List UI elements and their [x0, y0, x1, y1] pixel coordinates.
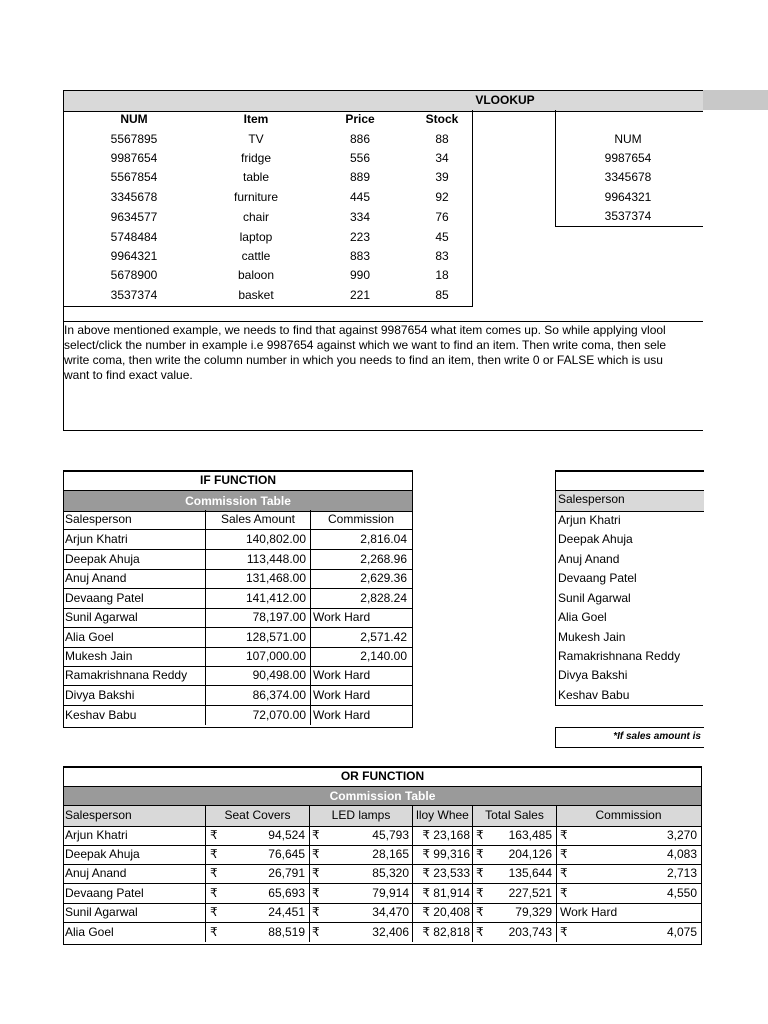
if-commission: 2,629.36: [360, 571, 407, 585]
lookup-value: 3537374: [604, 209, 652, 223]
if-right-left-border: [555, 470, 556, 706]
if-right-bottom-border: [555, 705, 703, 706]
if-commission: 2,140.00: [360, 649, 407, 663]
currency-symbol: ₹: [210, 866, 218, 880]
currency-symbol: ₹: [560, 828, 568, 842]
if-sales-amount: 131,468.00: [245, 571, 306, 585]
if-commission: 2,816.04: [360, 532, 407, 546]
note-bottom-border: [63, 430, 703, 431]
if-sales-amount: 72,070.00: [252, 708, 306, 722]
if-header-salesperson: Salesperson: [65, 512, 132, 526]
if-sales-amount: 107,000.00: [245, 649, 306, 663]
vlookup-header-stock: Stock: [425, 112, 459, 126]
if-salesperson: Arjun Khatri: [65, 532, 128, 546]
currency-symbol: ₹: [476, 905, 484, 919]
if-header-sales-amount: Sales Amount: [220, 512, 296, 526]
currency-symbol: ₹: [476, 828, 484, 842]
note-line: write coma, then write the column number in which you needs to find an item, then write 0 or FALSE which is usu: [64, 353, 663, 367]
or-header-salesperson: Salesperson: [65, 808, 132, 822]
currency-symbol: ₹: [476, 925, 484, 939]
currency-symbol: ₹: [560, 847, 568, 861]
lookup-box-bottom-border: [555, 226, 703, 227]
if-right-name: Devaang Patel: [558, 571, 637, 585]
if-right-name: Mukesh Jain: [558, 630, 626, 644]
note-line: want to find exact value.: [64, 368, 193, 382]
note-line: select/click the number in example i.e 9987654 against which we want to find an item. Then write coma, then sele: [64, 338, 667, 352]
currency-symbol: ₹: [312, 828, 320, 842]
if-title: IF FUNCTION: [200, 473, 276, 487]
if-right-name: Anuj Anand: [558, 552, 620, 566]
currency-symbol: ₹: [312, 847, 320, 861]
if-right-title-bar: [555, 470, 704, 491]
or-subtitle: Commission Table: [64, 786, 701, 806]
if-subtitle: Commission Table: [64, 490, 412, 512]
if-footnote: *If sales amount is: [613, 731, 701, 742]
if-commission: Work Hard: [313, 610, 371, 624]
currency-symbol: ₹: [210, 925, 218, 939]
currency-symbol: ₹: [312, 866, 320, 880]
note-line: In above mentioned example, we needs to find that against 9987654 what item comes up. So while applying vlool: [64, 323, 666, 337]
currency-symbol: ₹: [210, 847, 218, 861]
if-right-header: Salesperson: [558, 492, 625, 506]
if-right-name: Deepak Ahuja: [558, 532, 633, 546]
if-right-name: Alia Goel: [558, 610, 607, 624]
lookup-box-left-border: [555, 110, 556, 227]
vlookup-header-item: Item: [243, 112, 269, 126]
if-salesperson: Sunil Agarwal: [65, 610, 138, 624]
or-header-alloy-wheels: lloy Whee: [416, 808, 469, 822]
if-right-name: Sunil Agarwal: [558, 591, 631, 605]
if-salesperson: Keshav Babu: [65, 708, 137, 722]
if-salesperson: Alia Goel: [65, 630, 114, 644]
if-salesperson: Ramakrishnana Reddy: [65, 668, 188, 682]
if-header-commission: Commission: [327, 512, 394, 526]
vlookup-title-bar: [63, 90, 703, 112]
if-sales-amount: 140,802.00: [245, 532, 306, 546]
vlookup-title-bar-extension: [703, 90, 768, 110]
if-right-name: Arjun Khatri: [558, 513, 621, 527]
if-sales-amount: 90,498.00: [252, 668, 306, 682]
if-commission: 2,828.24: [360, 591, 407, 605]
currency-symbol: ₹: [560, 925, 568, 939]
if-salesperson: Anuj Anand: [65, 571, 127, 585]
currency-symbol: ₹: [476, 886, 484, 900]
vlookup-title: VLOOKUP: [475, 93, 535, 107]
currency-symbol: ₹: [560, 886, 568, 900]
if-salesperson: Mukesh Jain: [65, 649, 133, 663]
if-commission: Work Hard: [313, 668, 371, 682]
lookup-value: 9987654: [604, 151, 652, 165]
note-top-border: [63, 321, 703, 322]
or-header-led-lamps: LED lamps: [331, 808, 391, 822]
currency-symbol: ₹: [312, 925, 320, 939]
vlookup-table-bottom-border: [63, 306, 473, 307]
lookup-header: NUM: [614, 132, 642, 146]
if-salesperson: Divya Bakshi: [65, 688, 135, 702]
if-sales-amount: 128,571.00: [245, 630, 306, 644]
if-sales-amount: 78,197.00: [252, 610, 306, 624]
or-header-seat-covers: Seat Covers: [224, 808, 291, 822]
vlookup-note: [64, 323, 703, 383]
if-commission: Work Hard: [313, 688, 371, 702]
or-header-total-sales: Total Sales: [485, 808, 544, 822]
if-sales-amount: 113,448.00: [246, 552, 306, 566]
currency-symbol: ₹: [312, 886, 320, 900]
if-commission: Work Hard: [313, 708, 371, 722]
if-sales-amount: 141,412.00: [245, 591, 306, 605]
if-right-name: Ramakrishnana Reddy: [558, 649, 681, 663]
if-salesperson: Devaang Patel: [65, 591, 144, 605]
currency-symbol: ₹: [210, 905, 218, 919]
or-title: OR FUNCTION: [340, 769, 425, 783]
vlookup-table-right-border: [472, 110, 473, 307]
currency-symbol: ₹: [476, 847, 484, 861]
vlookup-header-price: Price: [345, 112, 375, 126]
currency-symbol: ₹: [210, 828, 218, 842]
currency-symbol: ₹: [210, 886, 218, 900]
if-salesperson: Deepak Ahuja: [65, 552, 140, 566]
if-sales-amount: 86,374.00: [252, 688, 306, 702]
if-commission: 2,268.96: [360, 552, 407, 566]
currency-symbol: ₹: [560, 866, 568, 880]
lookup-value: 9964321: [604, 190, 652, 204]
vlookup-header-num: NUM: [120, 112, 148, 126]
or-header-commission: Commission: [595, 808, 662, 822]
if-right-name: Divya Bakshi: [558, 668, 628, 682]
if-commission: 2,571.42: [360, 630, 407, 644]
currency-symbol: ₹: [312, 905, 320, 919]
lookup-value: 3345678: [604, 170, 652, 184]
currency-symbol: ₹: [476, 866, 484, 880]
if-right-name: Keshav Babu: [558, 688, 630, 702]
